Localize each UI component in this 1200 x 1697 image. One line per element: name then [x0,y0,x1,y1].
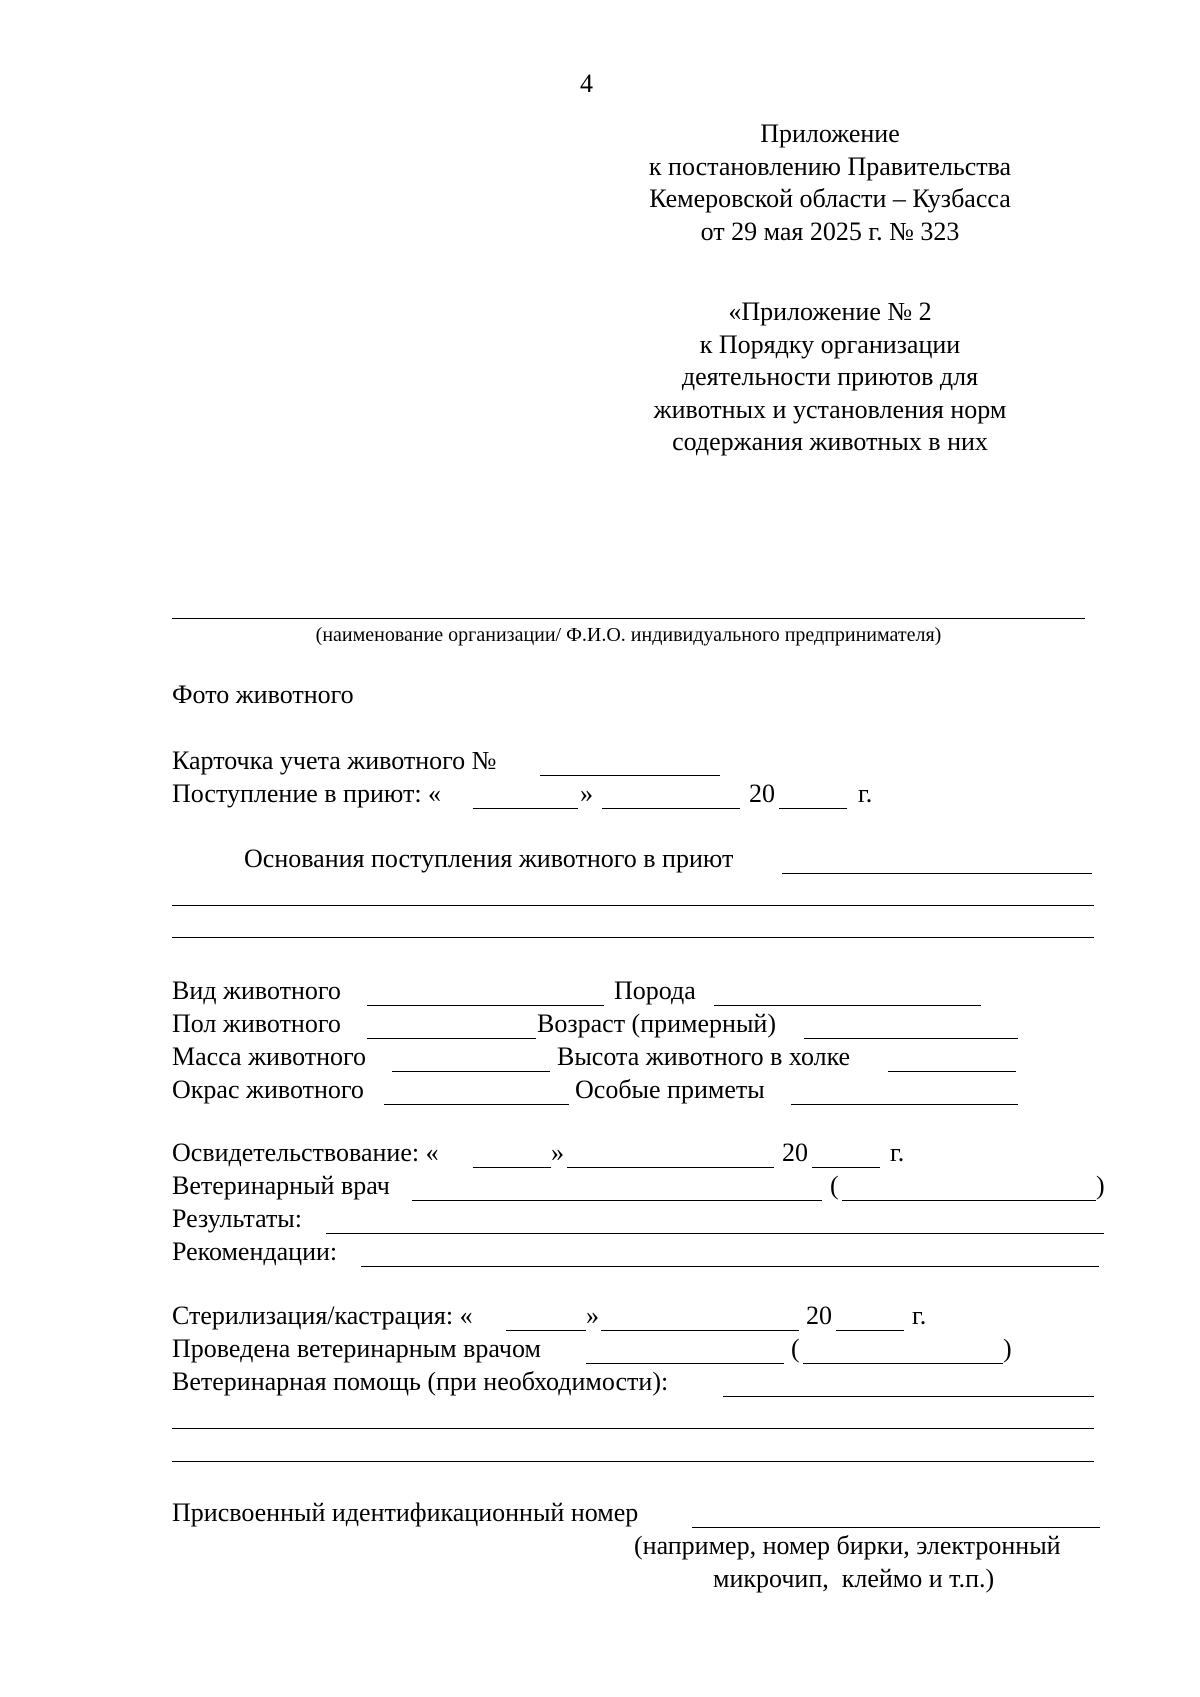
exam-vet-paren-close: ) [1096,1171,1105,1200]
arrival-month-field[interactable] [602,808,740,809]
vet-help-field[interactable] [723,1396,1094,1397]
breed-field[interactable] [714,1005,981,1006]
height-field[interactable] [888,1071,1016,1072]
appendix-header-line: к постановлению Правительства [648,151,1012,181]
vet-help-label: Ветеринарная помощь (при необходимости): [172,1367,669,1396]
id-number-note-line2: микрочип, клеймо и т.п.) [713,1564,995,1593]
sex-label: Пол животного [172,1009,341,1038]
exam-year-prefix: 20 [782,1138,808,1167]
appendix-header-line: Кемеровской области – Кузбасса [649,184,1011,213]
exam-results-field[interactable] [326,1233,1104,1234]
color-field[interactable] [384,1104,569,1105]
exam-month-field[interactable] [567,1167,774,1168]
basis-line-3[interactable] [172,937,1094,938]
exam-year-suffix: г. [890,1138,905,1167]
basis-label: Основания поступления животного в приют [244,844,734,873]
org-name-field[interactable] [172,618,1085,619]
exam-results-label: Результаты: [172,1204,302,1233]
sterilization-quote-close: » [586,1301,599,1330]
exam-vet-label: Ветеринарный врач [172,1171,390,1200]
breed-label: Порода [614,976,696,1005]
sterilization-paren-close: ) [1003,1334,1012,1363]
appendix2-header [600,296,1060,459]
arrival-year-prefix: 20 [749,779,775,808]
exam-vet-field[interactable] [412,1200,822,1201]
appendix-header-line: Приложение [760,119,900,148]
appendix2-header-line: «Приложение № 2 [728,297,932,326]
appendix-header-line: от 29 мая 2025 г. № 323 [700,216,960,246]
marks-label: Особые приметы [575,1075,765,1104]
sterilization-month-field[interactable] [601,1330,799,1331]
species-field[interactable] [367,1005,604,1006]
age-label: Возраст (примерный) [537,1009,776,1038]
sterilization-vet-signature-field[interactable] [803,1363,1003,1364]
exam-day-field[interactable] [473,1167,551,1168]
sterilization-year-field[interactable] [836,1330,904,1331]
appendix2-header-line: животных и установления норм [653,394,1007,424]
sterilization-year-suffix: г. [912,1301,927,1330]
vet-help-line-3[interactable] [172,1461,1094,1462]
appendix2-header-line: содержания животных в них [672,427,988,456]
org-caption: (наименование организации/ Ф.И.О. индивидуального предпринимателя) [315,624,942,646]
vet-help-line-2[interactable] [172,1428,1094,1429]
card-number-label: Карточка учета животного № [172,746,497,775]
appendix-header [600,118,1060,248]
color-label: Окрас животного [172,1075,364,1104]
id-number-note-line1: (например, номер бирки, электронный [634,1531,1061,1560]
arrival-year-field[interactable] [779,808,847,809]
exam-recommendations-label: Рекомендации: [172,1237,338,1266]
photo-label: Фото животного [172,680,354,709]
mass-label: Масса животного [172,1042,367,1071]
sterilization-vet-field[interactable] [586,1363,784,1364]
arrival-year-suffix: г. [858,779,873,808]
sterilization-paren-open: ( [791,1334,800,1363]
appendix2-header-line: деятельности приютов для [681,362,979,391]
basis-line-2[interactable] [172,905,1094,906]
exam-quote-close: » [551,1138,564,1167]
id-number-field[interactable] [692,1527,1100,1528]
arrival-day-field[interactable] [473,808,578,809]
sterilization-day-field[interactable] [506,1330,586,1331]
appendix2-header-line: к Порядку организации [699,329,961,359]
exam-vet-paren-open: ( [830,1171,839,1200]
exam-recommendations-field[interactable] [361,1266,1099,1267]
page-number: 4 [580,69,593,98]
sex-field[interactable] [367,1038,536,1039]
sterilization-vet-label: Проведена ветеринарным врачом [172,1334,541,1363]
basis-field[interactable] [782,873,1092,874]
id-number-label: Присвоенный идентификационный номер [172,1498,639,1527]
exam-year-field[interactable] [812,1167,880,1168]
species-label: Вид животного [172,976,341,1005]
marks-field[interactable] [791,1104,1018,1105]
mass-field[interactable] [392,1071,550,1072]
arrival-label: Поступление в приют: « [172,779,442,808]
height-label: Высота животного в холке [557,1042,851,1071]
exam-vet-signature-field[interactable] [842,1200,1096,1201]
sterilization-label: Стерилизация/кастрация: « [172,1301,473,1330]
card-number-field[interactable] [540,775,720,776]
sterilization-year-prefix: 20 [806,1301,832,1330]
arrival-quote-close: » [580,779,593,808]
age-field[interactable] [804,1038,1018,1039]
exam-label: Освидетельствование: « [172,1138,439,1167]
